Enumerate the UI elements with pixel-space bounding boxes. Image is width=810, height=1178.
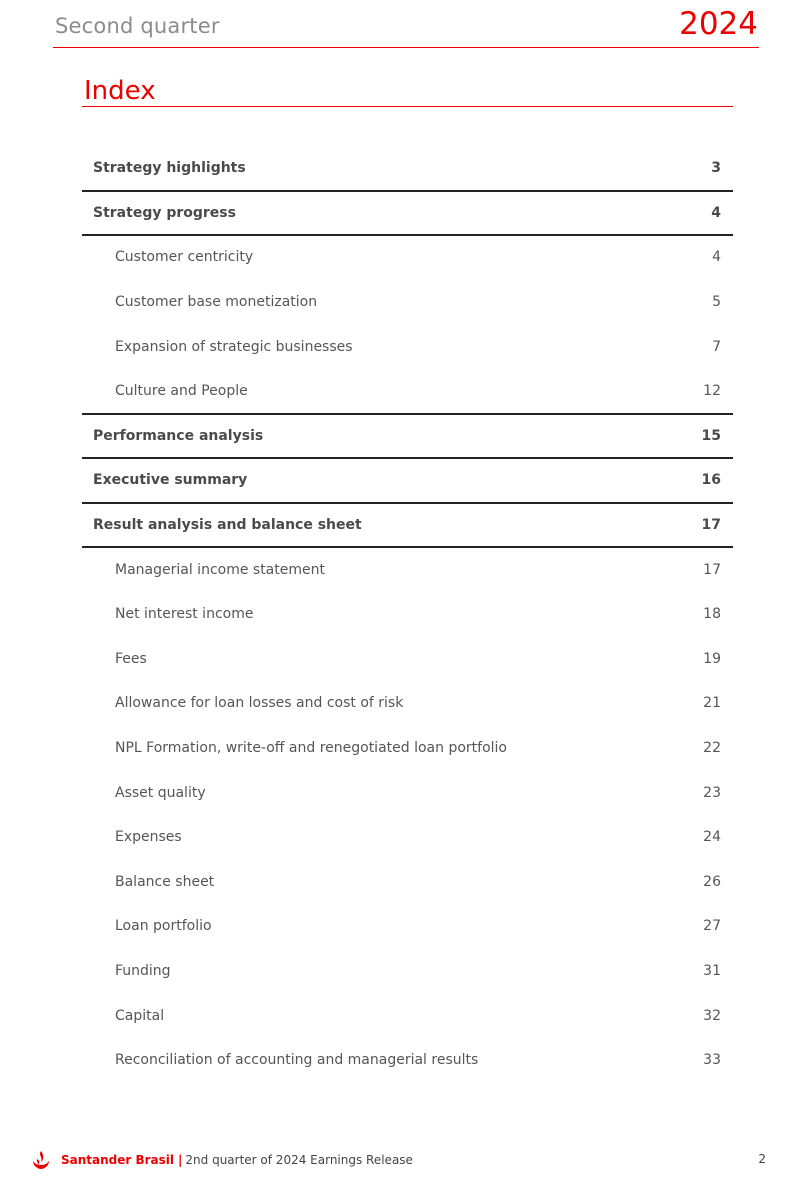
toc-entry-net-interest-income[interactable] <box>82 592 733 637</box>
toc-entry-page: 23 <box>703 784 721 801</box>
toc-entry-funding[interactable] <box>82 949 733 994</box>
toc-entry-label: Executive summary <box>93 472 248 489</box>
toc-entry-page: 17 <box>703 561 721 578</box>
toc-entry-page: 17 <box>701 517 721 534</box>
toc-entry-page: 4 <box>712 249 721 266</box>
toc-entry-label: Reconciliation of accounting and managerial results <box>115 1052 479 1069</box>
toc-entry-capital[interactable] <box>82 993 733 1038</box>
toc-entry-label: Capital <box>115 1007 165 1024</box>
toc-entry-page: 22 <box>703 740 721 757</box>
toc-entry-label: Allowance for loan losses and cost of risk <box>115 695 404 712</box>
toc-entry-page: 18 <box>703 606 721 623</box>
toc-entry-expansion-strategic-businesses[interactable] <box>82 324 733 369</box>
header-divider <box>53 47 759 48</box>
index-divider <box>82 106 733 107</box>
toc-entry-label: Strategy progress <box>93 204 236 221</box>
table-of-contents <box>82 146 733 1082</box>
toc-entry-culture-and-people[interactable] <box>82 369 733 414</box>
toc-entry-strategy-progress[interactable] <box>82 191 733 236</box>
toc-entry-page: 15 <box>701 427 721 444</box>
toc-entry-label: Loan portfolio <box>115 918 212 935</box>
toc-entry-page: 5 <box>712 294 721 311</box>
toc-entry-label: Balance sheet <box>115 873 215 890</box>
toc-entry-page: 3 <box>711 160 721 177</box>
footer-separator: | <box>178 1153 183 1167</box>
toc-entry-label: Funding <box>115 962 171 979</box>
toc-entry-label: Customer base monetization <box>115 294 318 311</box>
index-title: Index <box>84 76 156 106</box>
toc-entry-label: Culture and People <box>115 383 248 400</box>
toc-entry-page: 31 <box>703 962 721 979</box>
toc-entry-strategy-highlights[interactable] <box>82 146 733 191</box>
toc-entry-loan-portfolio[interactable] <box>82 904 733 949</box>
toc-entry-page: 24 <box>703 829 721 846</box>
toc-entry-label: Expenses <box>115 829 182 846</box>
footer <box>30 1149 413 1171</box>
toc-entry-page: 16 <box>701 472 721 489</box>
toc-entry-customer-base-monetization[interactable] <box>82 280 733 325</box>
toc-entry-label: Fees <box>115 650 147 667</box>
toc-entry-allowance-loan-losses[interactable] <box>82 681 733 726</box>
toc-entry-label: Managerial income statement <box>115 561 325 578</box>
toc-entry-result-analysis-balance-sheet[interactable] <box>82 503 733 548</box>
toc-entry-reconciliation[interactable] <box>82 1038 733 1083</box>
toc-entry-label: Result analysis and balance sheet <box>93 517 362 534</box>
footer-release-title: 2nd quarter of 2024 Earnings Release <box>185 1153 413 1167</box>
toc-entry-label: Net interest income <box>115 606 254 623</box>
toc-entry-page: 21 <box>703 695 721 712</box>
toc-entry-managerial-income-statement[interactable] <box>82 547 733 592</box>
toc-entry-label: Performance analysis <box>93 427 264 444</box>
toc-entry-page: 4 <box>711 204 721 221</box>
toc-entry-executive-summary[interactable] <box>82 458 733 503</box>
page-number: 2 <box>758 1152 766 1166</box>
header-title: Second quarter <box>55 14 220 38</box>
toc-entry-page: 27 <box>703 918 721 935</box>
toc-entry-page: 33 <box>703 1052 721 1069</box>
toc-entry-customer-centricity[interactable] <box>82 235 733 280</box>
header-year: 2024 <box>679 6 758 42</box>
santander-flame-icon <box>30 1149 52 1171</box>
toc-entry-label: NPL Formation, write-off and renegotiated loan portfolio <box>115 740 507 757</box>
toc-entry-expenses[interactable] <box>82 815 733 860</box>
toc-entry-page: 26 <box>703 873 721 890</box>
toc-entry-fees[interactable] <box>82 637 733 682</box>
toc-entry-page: 32 <box>703 1007 721 1024</box>
toc-entry-label: Expansion of strategic businesses <box>115 338 353 355</box>
toc-entry-page: 7 <box>712 338 721 355</box>
toc-entry-balance-sheet[interactable] <box>82 860 733 905</box>
toc-entry-label: Asset quality <box>115 784 206 801</box>
toc-entry-page: 19 <box>703 650 721 667</box>
toc-entry-asset-quality[interactable] <box>82 770 733 815</box>
toc-entry-page: 12 <box>703 383 721 400</box>
footer-brand: Santander Brasil <box>61 1153 175 1167</box>
toc-entry-label: Strategy highlights <box>93 160 246 177</box>
toc-entry-label: Customer centricity <box>115 249 254 266</box>
toc-entry-npl-formation[interactable] <box>82 726 733 771</box>
toc-entry-performance-analysis[interactable] <box>82 414 733 459</box>
